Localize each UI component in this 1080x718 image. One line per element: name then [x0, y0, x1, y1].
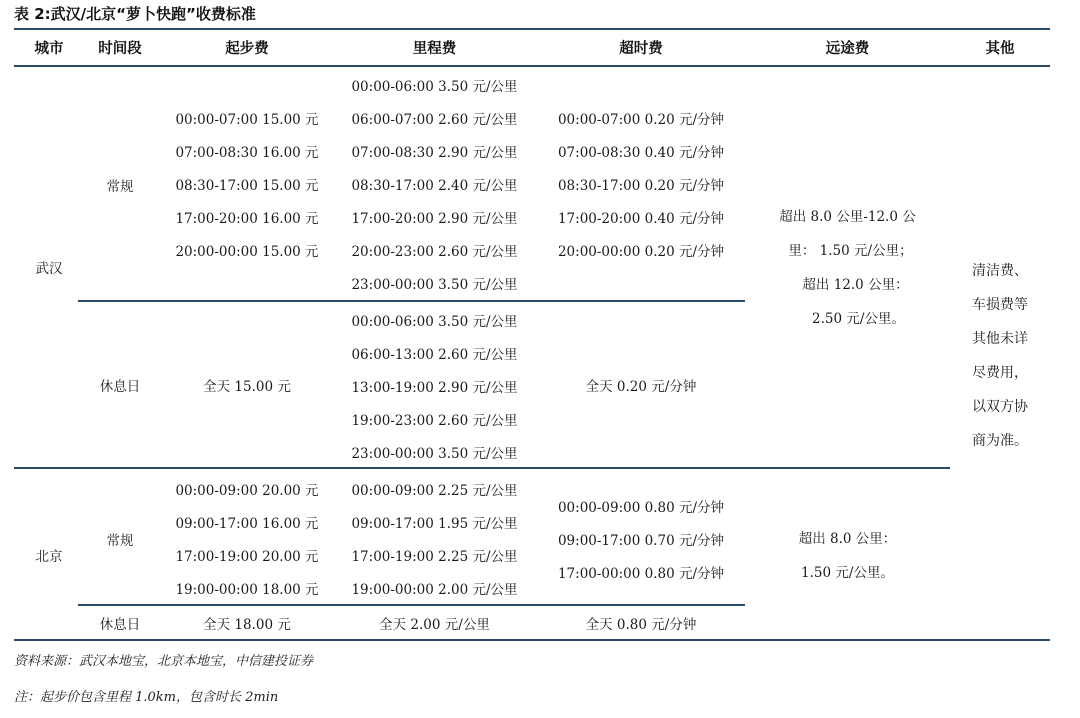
city-beijing: 北京 — [35, 549, 63, 565]
period-wuhan-holiday: 休息日 — [99, 378, 141, 395]
beijing-mileage-fee-row: 00:00-09:00 2.25 元/公里 — [351, 482, 518, 499]
other-fees-line: 车损费等 — [972, 297, 1028, 313]
wuhan-start-fee-row: 07:00-08:30 16.00 元 — [175, 144, 319, 161]
header-period: 时间段 — [98, 41, 142, 57]
beijing-long-distance-fee — [745, 522, 950, 590]
period-beijing-regular: 常规 — [106, 532, 134, 549]
header-mileage-fee: 里程费 — [412, 41, 457, 57]
beijing-mileage-fee-row: 17:00-19:00 2.25 元/公里 — [351, 548, 518, 565]
beijing-holiday-start-fee: 全天 18.00 元 — [203, 616, 291, 633]
wuhan-overtime-fee-row: 20:00-00:00 0.20 元/分钟 — [557, 243, 725, 260]
wuhan-long-distance-line: 超出 12.0 公里： — [802, 277, 909, 293]
beijing-mileage-fee-row: 19:00-00:00 2.00 元/公里 — [351, 581, 518, 598]
wuhan-mileage-fee-row: 17:00-20:00 2.90 元/公里 — [351, 210, 518, 227]
wuhan-holiday-mileage-row: 23:00-00:00 3.50 元/公里 — [351, 445, 518, 462]
beijing-overtime-fee-row: 17:00-00:00 0.80 元/分钟 — [557, 565, 725, 582]
wuhan-holiday-mileage-row: 06:00-13:00 2.60 元/公里 — [351, 346, 518, 363]
wuhan-holiday-mileage-row: 13:00-19:00 2.90 元/公里 — [351, 379, 518, 396]
source-note: 资料来源：武汉本地宝，北京本地宝，中信建投证券 — [14, 654, 314, 669]
wuhan-overtime-fee-row: 17:00-20:00 0.40 元/分钟 — [557, 210, 725, 227]
wuhan-long-distance-line: 里： 1.50 元/公里； — [788, 243, 913, 259]
wuhan-start-fee-row: 20:00-00:00 15.00 元 — [175, 243, 319, 260]
wuhan-mileage-fee-row: 07:00-08:30 2.90 元/公里 — [351, 144, 518, 161]
wuhan-long-distance-fee — [745, 200, 950, 336]
header-city: 城市 — [34, 41, 64, 57]
beijing-start-fee-row: 00:00-09:00 20.00 元 — [175, 482, 319, 499]
wuhan-start-fee-row: 00:00-07:00 15.00 元 — [175, 111, 319, 128]
header-long-distance-fee: 远途费 — [825, 41, 870, 57]
other-fees-line: 尽费用， — [972, 365, 1028, 381]
wuhan-holiday-mileage-row: 00:00-06:00 3.50 元/公里 — [351, 313, 518, 330]
wuhan-holiday-overtime-fee: 全天 0.20 元/分钟 — [585, 378, 697, 395]
beijing-start-fee-row: 09:00-17:00 16.00 元 — [175, 515, 319, 532]
wuhan-overtime-fee-row: 08:30-17:00 0.20 元/分钟 — [557, 177, 725, 194]
wuhan-start-fee-row: 17:00-20:00 16.00 元 — [175, 210, 319, 227]
table-title: 表 2:武汉/北京“萝卜快跑”收费标准 — [14, 5, 256, 23]
wuhan-long-distance-line: 超出 8.0 公里-12.0 公 — [779, 209, 916, 225]
wuhan-long-distance-line: 2.50 元/公里。 — [812, 311, 905, 327]
beijing-start-fee-row: 19:00-00:00 18.00 元 — [175, 581, 319, 598]
period-beijing-holiday: 休息日 — [99, 616, 141, 633]
header-start-fee: 起步费 — [225, 41, 269, 57]
beijing-mileage-fee-row: 09:00-17:00 1.95 元/公里 — [351, 515, 518, 532]
other-fees-line: 其他未详 — [972, 331, 1028, 347]
bottom-rule — [14, 639, 1050, 641]
wuhan-mileage-fee-row: 00:00-06:00 3.50 元/公里 — [351, 78, 518, 95]
other-fees-line: 清洁费、 — [972, 263, 1028, 279]
beijing-holiday-mileage-fee: 全天 2.00 元/公里 — [379, 616, 490, 633]
header-overtime-fee: 超时费 — [619, 41, 663, 57]
city-wuhan: 武汉 — [35, 261, 63, 277]
wuhan-holiday-start-fee: 全天 15.00 元 — [203, 378, 291, 395]
other-fees-line: 商为准。 — [972, 433, 1028, 449]
beijing-overtime-fee-row: 09:00-17:00 0.70 元/分钟 — [557, 532, 725, 549]
beijing-long-distance-line: 超出 8.0 公里： — [798, 531, 897, 547]
header-other: 其他 — [985, 41, 1015, 57]
other-fees-line: 以双方协 — [972, 399, 1028, 415]
wuhan-holiday-mileage-row: 19:00-23:00 2.60 元/公里 — [351, 412, 518, 429]
footnote: 注：起步价包含里程 1.0km，包含时长 2min — [14, 690, 279, 705]
period-wuhan-regular: 常规 — [106, 178, 134, 195]
beijing-long-distance-line: 1.50 元/公里。 — [801, 565, 894, 581]
wuhan-mileage-fee-row: 23:00-00:00 3.50 元/公里 — [351, 276, 518, 293]
wuhan-mileage-fee-row: 20:00-23:00 2.60 元/公里 — [351, 243, 518, 260]
header-rule — [14, 65, 1050, 67]
other-fees-note — [950, 254, 1050, 458]
wuhan-overtime-fee-row: 07:00-08:30 0.40 元/分钟 — [557, 144, 725, 161]
wuhan-start-fee-row: 08:30-17:00 15.00 元 — [175, 177, 319, 194]
beijing-holiday-overtime-fee: 全天 0.80 元/分钟 — [585, 616, 697, 633]
wuhan-mileage-fee-row: 08:30-17:00 2.40 元/公里 — [351, 177, 518, 194]
beijing-overtime-fee-row: 00:00-09:00 0.80 元/分钟 — [557, 499, 725, 516]
beijing-start-fee-row: 17:00-19:00 20.00 元 — [175, 548, 319, 565]
wuhan-mileage-fee-row: 06:00-07:00 2.60 元/公里 — [351, 111, 518, 128]
wuhan-overtime-fee-row: 00:00-07:00 0.20 元/分钟 — [557, 111, 725, 128]
wuhan-holiday-divider — [78, 300, 745, 302]
